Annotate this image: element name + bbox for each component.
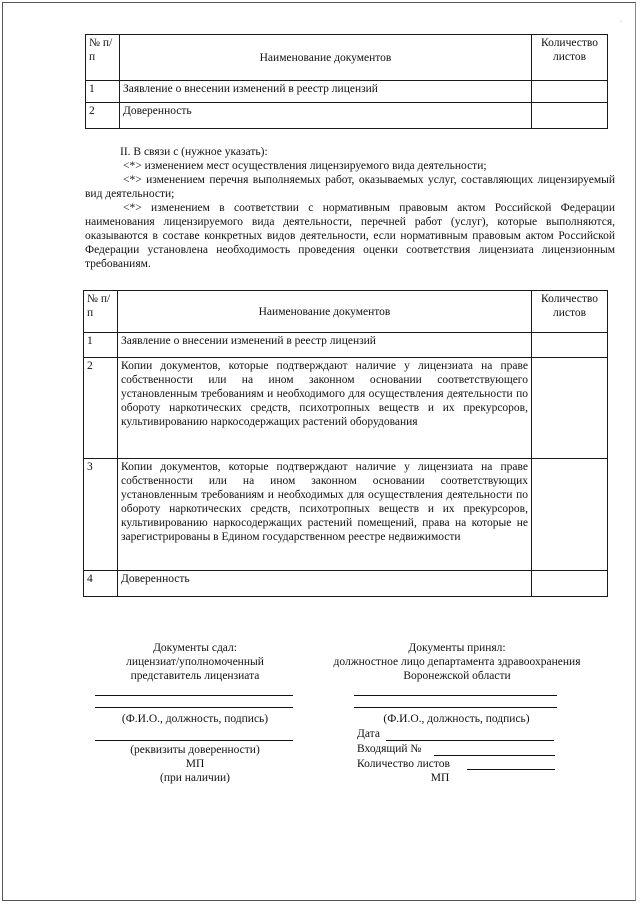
incoming-number-line [434, 755, 555, 756]
row-name: Доверенность [118, 571, 532, 597]
submitter-title: Документы сдал: [153, 642, 237, 654]
submitter-role: лицензиат/уполномоченный [126, 656, 264, 668]
signature-line [354, 707, 557, 708]
row-num: 1 [84, 333, 118, 358]
submitter-stamp-note: (при наличии) [160, 772, 230, 784]
signature-line [95, 707, 293, 708]
row-num: 4 [84, 571, 118, 597]
section-2-item: <*> изменением перечня выполняемых работ, оказываемых услуг, составляющих лицензируемый вид деятельности; [85, 174, 615, 200]
header-num: № п/п [84, 291, 118, 333]
section-2-item: <*> изменением мест осуществления лицензируемого вида деятельности; [123, 160, 487, 172]
row-num: 3 [84, 459, 118, 571]
table-row [84, 459, 608, 571]
table-row [86, 81, 608, 103]
scan-mark: · [620, 19, 622, 25]
receiver-fio-caption: (Ф.И.О., должность, подпись) [383, 713, 530, 725]
poa-caption: (реквизиты доверенности) [130, 744, 260, 756]
row-num: 2 [84, 358, 118, 459]
submitter-fio-caption: (Ф.И.О., должность, подпись) [121, 713, 269, 725]
incoming-number-label: Входящий № [357, 743, 422, 755]
row-name: Копии документов, которые подтверждают наличие у лицензиата на праве собственности или на ином законном основании соответствующих установленным требованиям и необходимых для осуществления деятельности по обороту наркотических средств, психотропных веществ и их прекурсоров, культивированию наркосодержащих растений помещений, права на которые не зарегистрированы в Едином государственном реестре недвижимости [118, 459, 532, 571]
section-2 [85, 145, 615, 271]
poa-line [95, 740, 293, 741]
section-2-item: <*> изменением в соответствии с нормативным правовым актом Российской Федерации наименования лицензируемого вида деятельности, перечней работ (услуг), которые выполняются, оказываются в составе конкретных видов деятельности, если нормативным правовым актом Российской Федерации установлена необходимость проведения оценки соответствия лицензиата лицензионным требованиям. [85, 202, 615, 270]
row-name: Заявление о внесении изменений в реестр лицензий [118, 333, 532, 358]
row-qty [532, 103, 608, 129]
submitter-stamp: МП [185, 758, 205, 770]
header-name: Наименование документов [118, 291, 532, 333]
row-qty [532, 333, 608, 358]
row-name: Заявление о внесении изменений в реестр лицензий [120, 81, 532, 103]
row-num: 1 [86, 81, 120, 103]
row-qty [532, 358, 608, 459]
row-qty [532, 571, 608, 597]
receiver-role: должностное лицо департамента здравоохранения [333, 656, 581, 668]
sheet-count-label: Количество листов [357, 758, 450, 770]
submitter-block [95, 641, 295, 683]
section-2-intro: II. В связи с (нужное указать): [120, 146, 268, 158]
header-num: № п/п [86, 35, 120, 81]
row-name: Доверенность [120, 103, 532, 129]
documents-table-2 [83, 290, 608, 597]
documents-table-1 [85, 34, 608, 129]
row-qty [532, 81, 608, 103]
table-row [86, 103, 608, 129]
row-qty [532, 459, 608, 571]
row-num: 2 [86, 103, 120, 129]
header-qty: Количество листов [532, 35, 608, 81]
receiver-block [315, 641, 599, 683]
signature-line [354, 695, 557, 696]
date-label: Дата [357, 728, 380, 740]
table-header-row [86, 35, 608, 81]
header-qty: Количество листов [532, 291, 608, 333]
table-row [84, 333, 608, 358]
row-name: Копии документов, которые подтверждают наличие у лицензиата на праве собственности или на ином законном основании соответствующего установленным требованиям и необходимого для осуществления деятельности по обороту наркотических средств, психотропных веществ и их прекурсоров, культивированию наркосодержащих растений оборудования [118, 358, 532, 459]
date-line [386, 740, 554, 741]
signature-line [95, 695, 293, 696]
receiver-stamp: МП [430, 772, 450, 784]
table-row [84, 571, 608, 597]
receiver-role-2: Воронежской области [403, 670, 511, 682]
sheet-count-line [467, 769, 555, 770]
table-header-row [84, 291, 608, 333]
header-name: Наименование документов [120, 35, 532, 81]
table-row [84, 358, 608, 459]
receiver-title: Документы принял: [408, 642, 506, 654]
submitter-role-2: представитель лицензиата [130, 670, 260, 682]
